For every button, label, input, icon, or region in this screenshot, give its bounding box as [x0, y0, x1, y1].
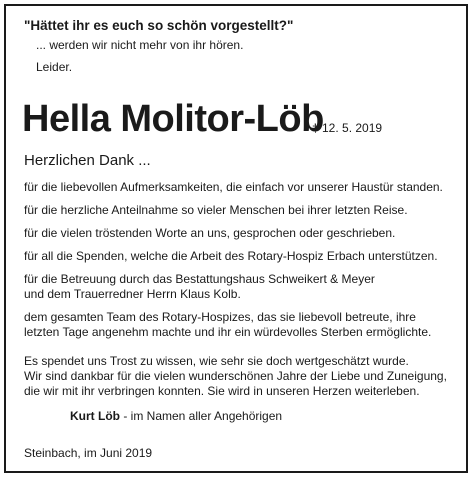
deceased-name: Hella Molitor-Löb [22, 98, 324, 140]
leider-text: Leider. [36, 60, 73, 74]
closing-line: die wir mit ihr verbringen konnten. Sie wird in unseren Herzen weiterleben. [24, 384, 420, 398]
closing-line: Es spendet uns Trost zu wissen, wie sehr sie doch wertgeschätzt wurde. [24, 354, 409, 368]
quote-continuation: ... werden wir nicht mehr von ihr hören. [36, 38, 244, 52]
thanks-line: für die Betreuung durch das Bestattungshaus Schweikert & Meyer [24, 272, 375, 286]
thanks-line: letzten Tage angenehm machte und ihr ein würdevolles Sterben ermöglichte. [24, 325, 432, 339]
thanks-line: für all die Spenden, welche die Arbeit des Rotary-Hospiz Erbach unterstützen. [24, 249, 438, 263]
thanks-line: und dem Trauerredner Herrn Klaus Kolb. [24, 287, 241, 301]
signature-name: Kurt Löb [70, 409, 120, 423]
place-date: Steinbach, im Juni 2019 [24, 446, 153, 460]
thanks-line: für die liebevollen Aufmerksamkeiten, die einfach vor unserer Haustür standen. [24, 180, 443, 194]
thanks-line: für die herzliche Anteilnahme so vieler Menschen bei ihrer letzten Reise. [24, 203, 408, 217]
signature [70, 409, 282, 423]
quote-heading: "Hättet ihr es euch so schön vorgestellt?" [24, 18, 294, 33]
signature-rest: - im Namen aller Angehörigen [120, 409, 283, 423]
closing-line: Wir sind dankbar für die vielen wunderschönen Jahre der Liebe und Zuneigung, [24, 369, 447, 383]
death-date: † 12. 5. 2019 [312, 121, 383, 135]
thanks-line: für die vielen tröstenden Worte an uns, gesprochen oder geschrieben. [24, 226, 396, 240]
thanks-heading: Herzlichen Dank ... [24, 152, 151, 169]
thanks-line: dem gesamten Team des Rotary-Hospizes, das sie liebevoll betreute, ihre [24, 310, 416, 324]
